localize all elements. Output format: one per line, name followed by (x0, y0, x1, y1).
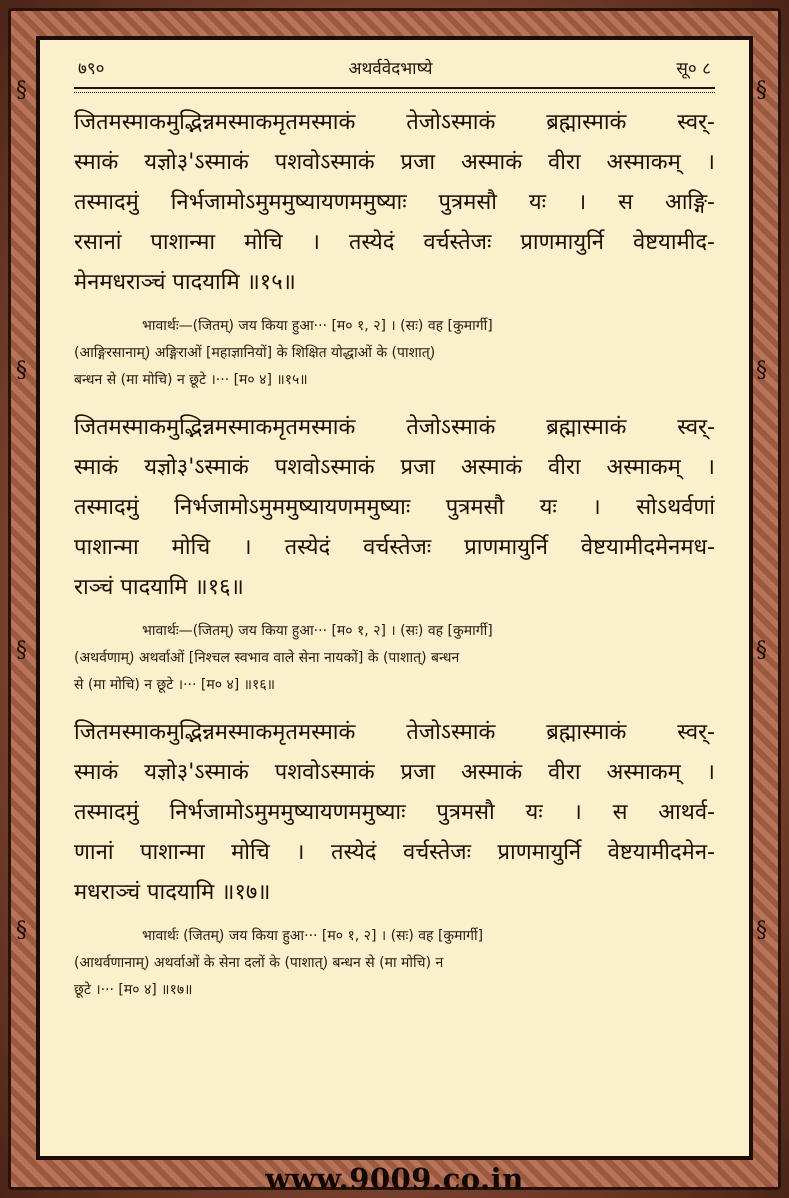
bhavarth-line: भावार्थः—(जितम्) जय किया हुआ··· [म० १, २] । (सः) वह [कुमार्गी] (142, 318, 493, 334)
verse-line: तस्मादमुं निर्भजामोऽमुममुष्यायणममुष्याः पुत्रमसौ यः । स आथर्व- (74, 800, 715, 825)
verse-block (74, 713, 715, 913)
frame-swirl-ornament-icon: § (756, 918, 767, 943)
bhavarth-line: भावार्थः (जितम्) जय किया हुआ··· [म० १, २] । (सः) वह [कुमार्गी] (142, 928, 484, 944)
verse-block (74, 408, 715, 608)
section-number: सू० ८ (676, 59, 711, 79)
bhavarth-line: छूटे ।··· [म० ४] ॥१७॥ (74, 982, 193, 998)
header-rule (74, 87, 715, 89)
verse-line: स्माकं यज्ञो३'ऽस्माकं पशवोऽस्माकं प्रजा अस्माकं वीरा अस्माकम् । (74, 760, 715, 785)
verse-line: मधराञ्चं पादयामि ॥१७॥ (74, 880, 271, 905)
bhavarth-line: से (मा मोचि) न छूटे ।··· [म० ४] ॥१६॥ (74, 677, 275, 693)
frame-swirl-ornament-icon: § (756, 358, 767, 383)
page-content (40, 40, 749, 1156)
page-number: ७९० (78, 59, 105, 79)
bhavarth-line: बन्धन से (मा मोचि) न छूटे ।··· [म० ४] ॥१५॥ (74, 372, 308, 388)
verse-line: तस्मादमुं निर्भजामोऽमुममुष्यायणममुष्याः पुत्रमसौ यः । सोऽथर्वणां (74, 495, 715, 520)
verse-line: स्माकं यज्ञो३'ऽस्माकं पशवोऽस्माकं प्रजा अस्माकं वीरा अस्माकम् । (74, 455, 715, 480)
website-url[interactable]: www.9009.co.in (265, 1162, 524, 1196)
page-title: अथर्ववेदभाष्ये (348, 59, 433, 79)
frame-swirl-ornament-icon: § (756, 638, 767, 663)
verse-line: राञ्चं पादयामि ॥१६॥ (74, 575, 244, 600)
bhavarth-line: (आङ्गिरसानाम्) अङ्गिराओं [महाज्ञानियों] के शिक्षित योद्धाओं के (पाशात्) (74, 345, 436, 361)
frame-swirl-ornament-icon: § (16, 358, 27, 383)
verse-line: णानां पाशान्मा मोचि । तस्येदं वर्चस्तेजः प्राणमायुर्नि वेष्टयामीदमेन- (74, 840, 715, 865)
bhavarth-block (74, 618, 715, 699)
frame-swirl-ornament-icon: § (16, 78, 27, 103)
verse-line: जितमस्माकमुद्भिन्नमस्माकमृतमस्माकं तेजोऽस्माकं ब्रह्मास्माकं स्वर्- (74, 110, 715, 135)
verse-line: रसानां पाशान्मा मोचि । तस्येदं वर्चस्तेजः प्राणमायुर्नि वेष्टयामीद- (74, 230, 715, 255)
verse-block (74, 103, 715, 303)
verse-line: स्माकं यज्ञो३'ऽस्माकं पशवोऽस्माकं प्रजा अस्माकं वीरा अस्माकम् । (74, 150, 715, 175)
footer (36, 1160, 753, 1198)
verse-line: मेनमधराञ्चं पादयामि ॥१५॥ (74, 270, 296, 295)
verse-line: तस्मादमुं निर्भजामोऽमुममुष्यायणममुष्याः पुत्रमसौ यः । स आङ्गि- (74, 190, 715, 215)
page-header (74, 56, 715, 79)
bhavarth-block (74, 313, 715, 394)
bhavarth-line: (अथर्वणाम्) अथर्वाओं [निश्चल स्वभाव वाले सेना नायकों] के (पाशात्) बन्धन (74, 650, 460, 666)
verse-line: पाशान्मा मोचि । तस्येदं वर्चस्तेजः प्राणमायुर्नि वेष्टयामीदमेनमध- (74, 535, 715, 560)
frame-swirl-ornament-icon: § (16, 638, 27, 663)
frame-swirl-ornament-icon: § (16, 918, 27, 943)
verse-line: जितमस्माकमुद्भिन्नमस्माकमृतमस्माकं तेजोऽस्माकं ब्रह्मास्माकं स्वर्- (74, 720, 715, 745)
frame-swirl-ornament-icon: § (756, 78, 767, 103)
bhavarth-block (74, 923, 715, 1004)
document-page (36, 36, 753, 1160)
bhavarth-line: भावार्थः—(जितम्) जय किया हुआ··· [म० १, २] । (सः) वह [कुमार्गी] (142, 623, 493, 639)
bhavarth-line: (आथर्वणानाम्) अथर्वाओं के सेना दलों के (पाशात्) बन्धन से (मा मोचि) न (74, 955, 444, 971)
verse-line: जितमस्माकमुद्भिन्नमस्माकमृतमस्माकं तेजोऽस्माकं ब्रह्मास्माकं स्वर्- (74, 415, 715, 440)
